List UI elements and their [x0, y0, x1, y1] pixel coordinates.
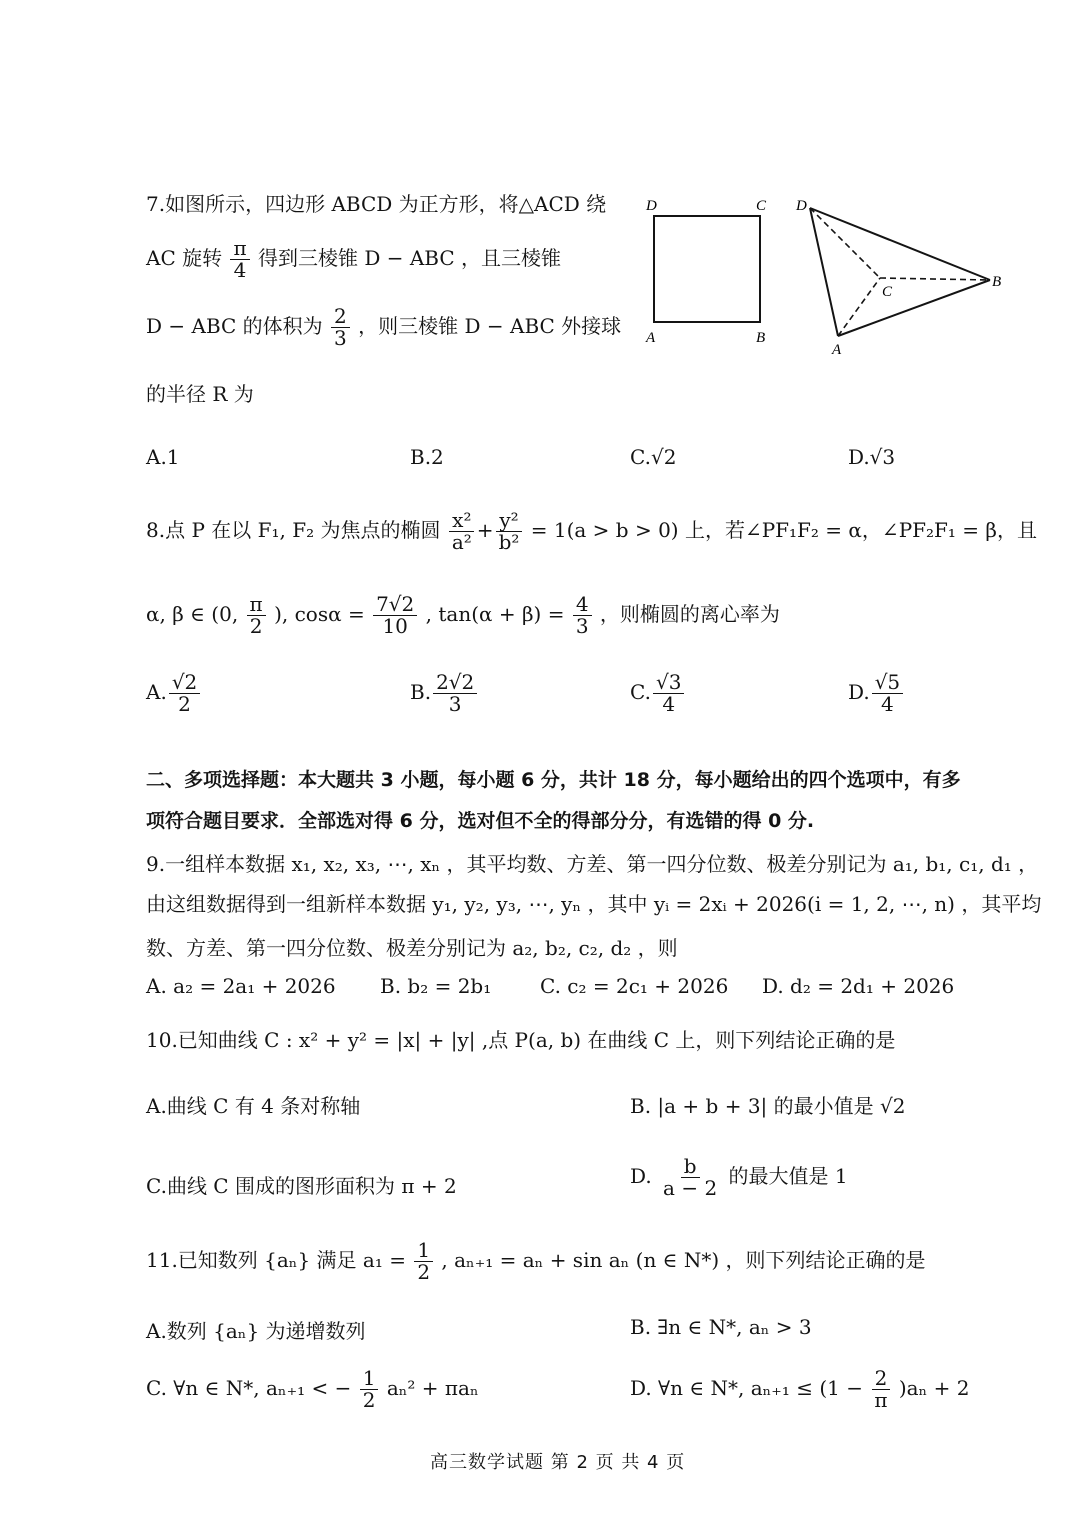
- frac-den: 3: [334, 326, 347, 350]
- frac-den: 2: [178, 692, 191, 716]
- q8-x-fraction: [449, 510, 475, 553]
- frac-den: 4: [233, 258, 247, 282]
- q10-option-a: A.曲线 C 有 4 条对称轴: [146, 1094, 361, 1118]
- frac-den: 4: [881, 692, 894, 716]
- option-fraction: [169, 672, 200, 715]
- frac-den: π: [874, 1388, 888, 1412]
- q8-option-c: [630, 672, 686, 715]
- option-fraction: [433, 672, 477, 715]
- frac-num: y²: [496, 510, 521, 532]
- q10-option-c: C.曲线 C 围成的图形面积为 π + 2: [146, 1174, 457, 1198]
- q7-line4: 的半径 R 为: [146, 382, 254, 406]
- frac-num: √5: [872, 672, 903, 694]
- section2-line2: 项符合题目要求．全部选对得 6 分，选对但不全的得部分分，有选错的得 0 分.: [146, 810, 815, 832]
- q11-option-b: B. ∃n ∈ N*, aₙ > 3: [630, 1315, 812, 1339]
- q9-option-c: C. c₂ = 2c₁ + 2026: [540, 974, 729, 998]
- q8-option-b: [410, 672, 479, 715]
- q8-option-d: [848, 672, 905, 715]
- q7-volume-fraction: [331, 306, 350, 349]
- edge-cb: [880, 278, 990, 280]
- q8-pi-fraction: [247, 594, 266, 637]
- option-suffix: aₙ² + πaₙ: [386, 1376, 479, 1400]
- frac-num: 2: [331, 306, 350, 328]
- q7-line2-pre: AC 旋转: [146, 246, 223, 270]
- q11-option-d: [630, 1368, 969, 1411]
- label-square-a: A: [646, 330, 656, 346]
- frac-num: 7√2: [373, 594, 417, 616]
- frac-num: √2: [169, 672, 200, 694]
- section2-line1: 二、多项选择题：本大题共 3 小题，每小题 6 分，共计 18 分，每小题给出的四个选项中，有多: [146, 769, 961, 791]
- option-fraction: [360, 1368, 379, 1411]
- frac-den: 2: [417, 1260, 431, 1284]
- frac-den: 3: [575, 614, 589, 638]
- q11-option-a: A.数列 {aₙ} 为递增数列: [146, 1319, 366, 1343]
- frac-den: 2: [249, 614, 263, 638]
- label-square-c: C: [756, 198, 767, 214]
- q8-line1: 8.点 P 在以 F₁, F₂ 为焦点的椭圆 $\frac{\text{x²}}{\text{a²}}$ + $\frac{\text{y²}}{\text{b²}}$ = 1(a > b > 0) 上，若∠PF₁F₂ = α，∠PF₂F₁ = β，且: [146, 508, 1037, 554]
- q7-line3-post: ，则三棱锥 D − ABC 外接球: [358, 314, 622, 338]
- q8-line2-mid: ), cosα =: [274, 602, 365, 626]
- q9-line3: 数、方差、第一四分位数、极差分别记为 a₂, b₂, c₂, d₂ ，则: [146, 936, 678, 960]
- label-square-d: D: [646, 198, 657, 214]
- frac-den: 4: [662, 692, 676, 716]
- option-fraction: [872, 672, 903, 715]
- q7-option-b: B.2: [410, 445, 444, 469]
- q11-option-c: [146, 1368, 479, 1411]
- q7-line2: [146, 238, 561, 281]
- frac-num: 1: [360, 1368, 379, 1390]
- option-label: C.: [630, 680, 651, 704]
- q9-option-d: D. d₂ = 2d₁ + 2026: [762, 974, 955, 998]
- q8-line2-tan: , tan(α + β) =: [425, 602, 565, 626]
- q8-option-a: [146, 672, 202, 715]
- q8-line2: [146, 594, 780, 637]
- label-pyramid-a: A: [832, 342, 842, 358]
- q7-line2-post: 得到三棱锥 D − ABC ，且三棱锥: [257, 246, 562, 270]
- q7-option-a: A.1: [146, 445, 180, 469]
- q8-line2-pre: α, β ∈ (0,: [146, 602, 239, 626]
- label-pyramid-d: D: [796, 198, 807, 214]
- frac-den: 10: [382, 614, 408, 638]
- q8-y-fraction: [496, 510, 523, 553]
- frac-num: 2√2: [433, 672, 477, 694]
- q8-line1-pre: 8.点 P 在以 F₁, F₂ 为焦点的椭圆: [146, 518, 441, 542]
- q11-stem-pre: 11.已知数列 {aₙ} 满足 a₁ =: [146, 1248, 406, 1272]
- q7-option-c: C.√2: [630, 445, 677, 469]
- page-footer: 高三数学试题 第 2 页 共 4 页: [430, 1452, 686, 1473]
- q8-line1-post: = 1(a > b > 0) 上，若∠PF₁F₂ = α，∠PF₂F₁ = β，且: [530, 518, 1037, 542]
- option-label: A.: [146, 680, 167, 704]
- q8-cos-fraction: [373, 594, 417, 637]
- frac-num: π: [247, 594, 266, 616]
- square-abcd: [654, 216, 760, 322]
- q11-stem-post: , aₙ₊₁ = aₙ + sin aₙ (n ∈ N*) ，则下列结论正确的是: [441, 1248, 926, 1272]
- edge-db: [810, 208, 990, 280]
- option-label: D.: [630, 1164, 652, 1188]
- frac-num: 2: [872, 1368, 891, 1390]
- q9-option-b: B. b₂ = 2b₁: [380, 974, 492, 998]
- frac-num: 1: [414, 1240, 433, 1262]
- q7-line3-pre: D − ABC 的体积为: [146, 314, 323, 338]
- option-prefix: C. ∀n ∈ N*, aₙ₊₁ < −: [146, 1376, 352, 1400]
- q9-option-a: A. a₂ = 2a₁ + 2026: [146, 974, 336, 998]
- edge-ab: [838, 280, 990, 336]
- frac-den: 3: [448, 692, 462, 716]
- label-square-b: B: [756, 330, 766, 346]
- q7-angle-fraction: [230, 238, 249, 281]
- q9-line2: 由这组数据得到一组新样本数据 y₁, y₂, y₃, ⋯, yₙ ，其中 yᵢ = 2xᵢ + 2026(i = 1, 2, ⋯, n) ，其平均: [146, 892, 1042, 916]
- option-label: B.: [410, 680, 432, 704]
- frac-num: π: [230, 238, 249, 260]
- label-pyramid-c: C: [882, 284, 893, 300]
- q10-stem: 10.已知曲线 C : x² + y² = |x| + |y| ,点 P(a, b) 在曲线 C 上，则下列结论正确的是: [146, 1028, 896, 1052]
- option-fraction: [871, 1368, 890, 1411]
- frac-num: 4: [573, 594, 592, 616]
- frac-den: a²: [451, 530, 472, 554]
- frac-num: b: [681, 1156, 700, 1178]
- option-suffix: )aₙ + 2: [898, 1376, 970, 1400]
- option-label: D.: [848, 680, 870, 704]
- option-fraction: [653, 672, 684, 715]
- q7-figure: [640, 190, 1020, 360]
- frac-den: a − 2: [663, 1176, 718, 1200]
- option-suffix: 的最大值是 1: [728, 1164, 848, 1188]
- option-prefix: D. ∀n ∈ N*, aₙ₊₁ ≤ (1 −: [630, 1376, 863, 1400]
- q7-option-d: D.√3: [848, 445, 896, 469]
- q9-line1: 9.一组样本数据 x₁, x₂, x₃, ⋯, xₙ ，其平均数、方差、第一四分位数、极差分别记为 a₁, b₁, c₁, d₁ ，: [146, 852, 1039, 876]
- q7-line3: [146, 306, 621, 349]
- frac-den: 2: [362, 1388, 376, 1412]
- q10-option-d: [630, 1156, 848, 1199]
- option-fraction: [660, 1156, 720, 1199]
- q8-tan-fraction: [573, 594, 592, 637]
- edge-da: [810, 208, 838, 336]
- label-pyramid-b: B: [992, 274, 1002, 290]
- q8-line2-post: ，则椭圆的离心率为: [599, 602, 780, 626]
- q11-stem: [146, 1240, 926, 1283]
- frac-num: √3: [653, 672, 684, 694]
- frac-den: b²: [498, 530, 520, 554]
- frac-num: x²: [449, 510, 474, 532]
- edge-dc: [810, 208, 880, 278]
- q10-option-b: B. |a + b + 3| 的最小值是 √2: [630, 1094, 906, 1118]
- q11-a1-fraction: [414, 1240, 433, 1283]
- q7-line1: 7.如图所示，四边形 ABCD 为正方形，将△ACD 绕: [146, 192, 607, 216]
